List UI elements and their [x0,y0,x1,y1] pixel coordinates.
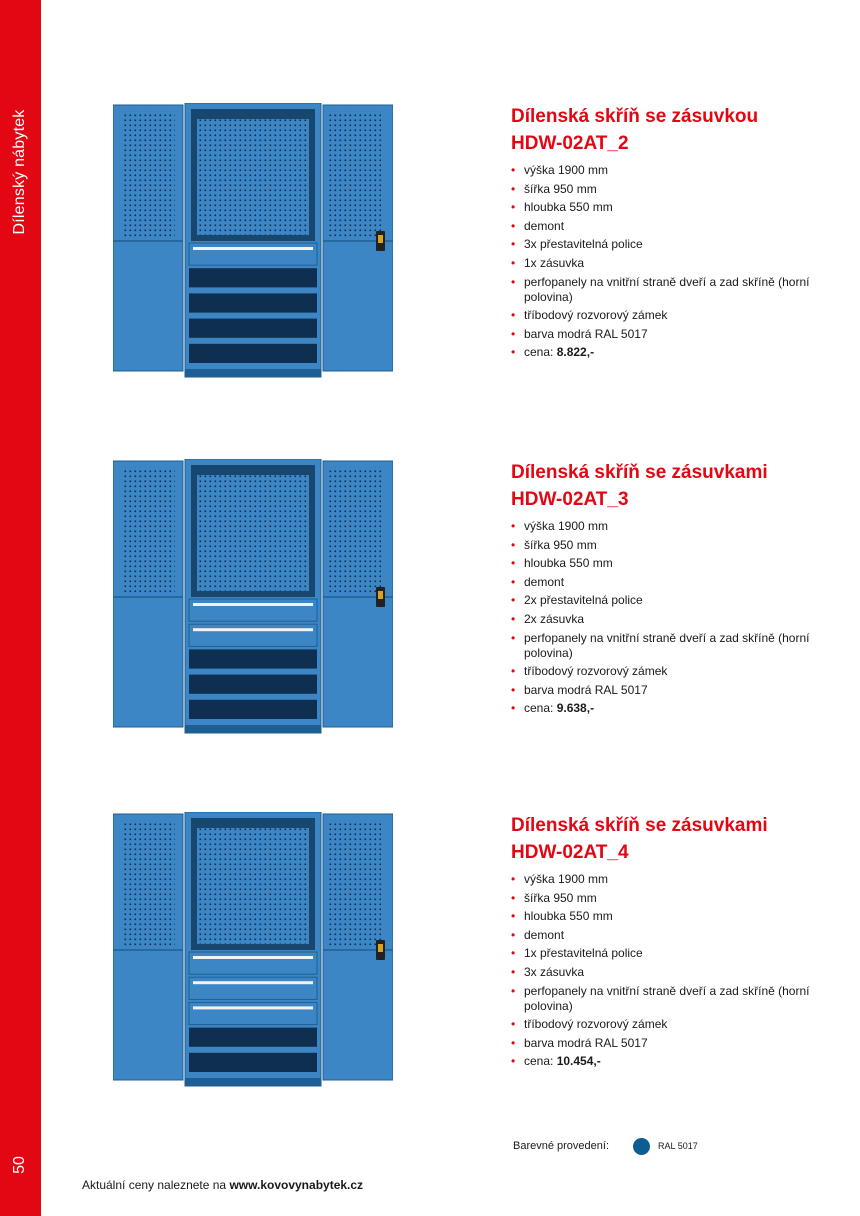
shelf [189,694,317,698]
spec-item: • tříbodový rozvorový zámek [511,664,831,679]
spec-item: • šířka 950 mm [511,182,831,197]
spec-item: • 3x zásuvka [511,965,831,980]
shelf-space [189,700,317,722]
product-info [511,459,831,720]
color-option-label: Barevné provedení: [513,1140,610,1152]
spec-list [511,519,831,716]
product-title [511,812,831,866]
spec-item: • barva modrá RAL 5017 [511,327,831,342]
page-number: 50 [11,1156,28,1174]
spec-item: • 1x přestavitelná police [511,946,831,961]
shelf [189,338,317,342]
spec-item: • 3x přestavitelná police [511,237,831,252]
price-item [511,1054,831,1069]
spec-item: • demont [511,928,831,943]
color-swatch-name: RAL 5017 [658,1141,698,1151]
spec-item: • šířka 950 mm [511,538,831,553]
cabinet-base [185,1078,321,1086]
drawer-handle [193,1006,313,1009]
price-item [511,345,831,360]
shelf-space [189,344,317,366]
cabinet-image [113,103,393,381]
product-info [511,103,831,364]
drawer-handle [193,628,313,631]
product-title-line1: Dílenská skříň se zásuvkou [511,106,759,127]
drawer [189,243,317,265]
right-door-perfopanel [329,820,381,946]
back-perfopanel [197,828,309,944]
cabinet-drawing [113,103,393,381]
spec-item: • perfopanely na vnitřní straně dveří a zad skříně (horní polovina) [511,275,831,305]
footer [82,1178,363,1192]
product-code: HDW-02AT_3 [511,489,629,510]
left-door-perfopanel [123,111,175,237]
spec-item: • výška 1900 mm [511,872,831,887]
shelf-space [189,293,317,315]
product-info [511,812,831,1073]
cabinet-base [185,725,321,733]
right-door-perfopanel [329,467,381,593]
shelf-space [189,1028,317,1050]
price-label: cena: [524,701,557,716]
lock-handle [378,944,383,952]
spec-item: • perfopanely na vnitřní straně dveří a zad skříně (horní polovina) [511,984,831,1014]
spec-item: • výška 1900 mm [511,163,831,178]
shelf [189,287,317,291]
spec-item: • 2x zásuvka [511,612,831,627]
spec-item: • výška 1900 mm [511,519,831,534]
lock-handle [378,591,383,599]
spec-item: • tříbodový rozvorový zámek [511,308,831,323]
spec-item: • hloubka 550 mm [511,909,831,924]
product-title-line1: Dílenská skříň se zásuvkami [511,462,768,483]
drawer [189,624,317,646]
spec-list [511,872,831,1069]
color-option [513,1137,698,1155]
product-title [511,103,831,157]
spec-item: • demont [511,219,831,234]
shelf-space [189,675,317,697]
shelf [189,363,317,367]
shelf [189,1072,317,1076]
product-title-line1: Dílenská skříň se zásuvkami [511,815,768,836]
price-value: 8.822,- [556,345,595,360]
footer-text: Aktuální ceny naleznete na [82,1178,230,1192]
spec-item: • hloubka 550 mm [511,200,831,215]
spec-item: • barva modrá RAL 5017 [511,683,831,698]
footer-url: www.kovovynabytek.cz [229,1178,364,1192]
lock-handle [378,235,383,243]
spec-item: • perfopanely na vnitřní straně dveří a zad skříně (horní polovina) [511,631,831,661]
cabinet-drawing [113,812,393,1090]
product-code: HDW-02AT_4 [511,842,629,863]
shelf [189,313,317,317]
price-label: cena: [524,345,557,360]
drawer-handle [193,981,313,984]
section-title: Dílenský nábytek [11,109,28,235]
spec-item: • hloubka 550 mm [511,556,831,571]
spec-item: • 1x zásuvka [511,256,831,271]
spec-item: • barva modrá RAL 5017 [511,1036,831,1051]
cabinet-base [185,369,321,377]
back-perfopanel [197,475,309,591]
cabinet-image [113,459,393,737]
drawer-handle [193,956,313,959]
shelf [189,669,317,673]
drawer-handle [193,603,313,606]
drawer [189,952,317,974]
shelf [189,1047,317,1051]
price-value: 10.454,- [556,1054,601,1069]
drawer [189,977,317,999]
right-door-perfopanel [329,111,381,237]
drawer-handle [193,247,313,250]
product-code: HDW-02AT_2 [511,133,629,154]
left-door-perfopanel [123,820,175,946]
drawer [189,1002,317,1024]
shelf-space [189,649,317,671]
shelf-space [189,268,317,290]
cabinet-image [113,812,393,1090]
price-label: cena: [524,1054,557,1069]
color-swatch [633,1138,650,1155]
product-title [511,459,831,513]
spec-item: • tříbodový rozvorový zámek [511,1017,831,1032]
spec-item: • demont [511,575,831,590]
spec-item: • 2x přestavitelná police [511,593,831,608]
spec-list [511,163,831,360]
shelf-space [189,319,317,341]
cabinet-drawing [113,459,393,737]
shelf-space [189,1053,317,1075]
drawer [189,599,317,621]
back-perfopanel [197,119,309,235]
spec-item: • šířka 950 mm [511,891,831,906]
sidebar [0,0,41,1216]
price-value: 9.638,- [556,701,595,716]
price-item [511,701,831,716]
shelf [189,719,317,723]
left-door-perfopanel [123,467,175,593]
